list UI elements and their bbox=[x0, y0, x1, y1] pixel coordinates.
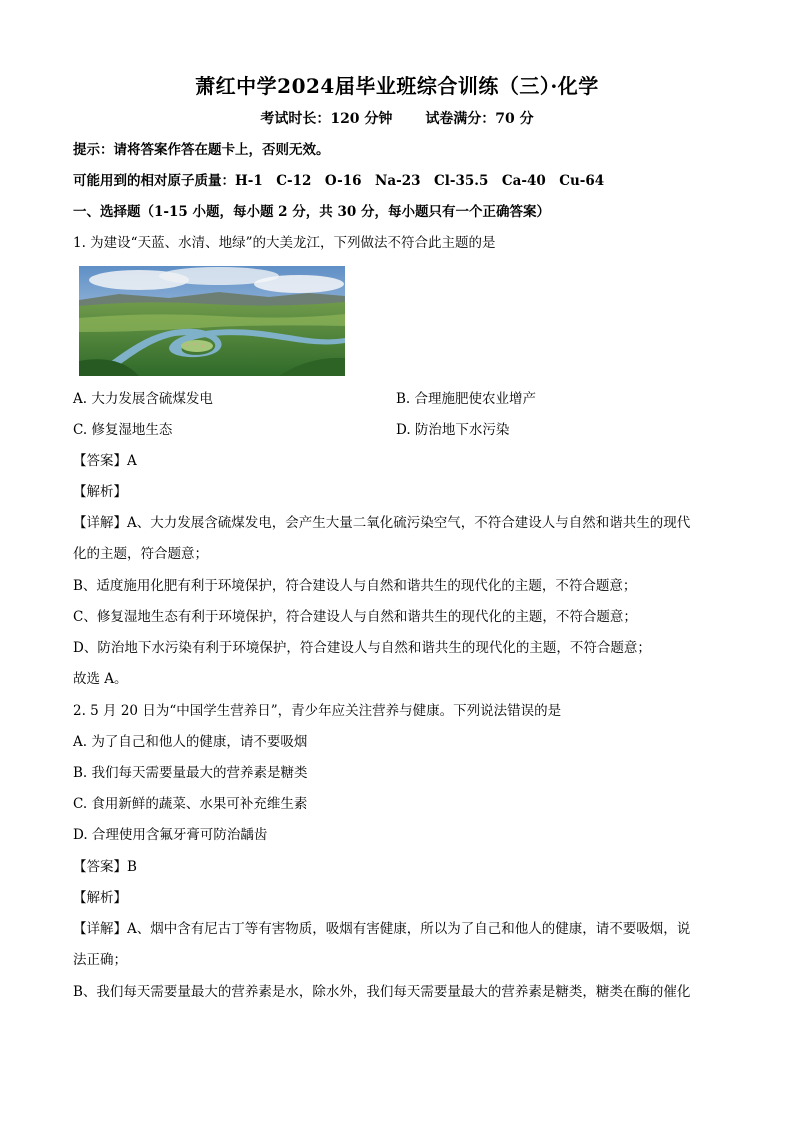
exam-meta bbox=[0, 108, 794, 128]
q2-option-d: D. 合理使用含氟牙膏可防治龋齿 bbox=[73, 827, 268, 843]
notice: 提示：请将答案作答在题卡上，否则无效。 bbox=[73, 142, 330, 158]
atomic-mass-list: 可能用到的相对原子质量：H-1 C-12 O-16 Na-23 Cl-35.5 Ca-40 Cu-64 bbox=[73, 173, 605, 189]
q1-detail-c: C、修复湿地生态有利于环境保护，符合建设人与自然和谐共生的现代化的主题，不符合题意； bbox=[73, 609, 637, 625]
exam-title: 萧红中学2024届毕业班综合训练（三）·化学 bbox=[195, 74, 599, 98]
section-title: 一、选择题（1-15 小题，每小题 2 分，共 30 分，每小题只有一个正确答案） bbox=[73, 204, 550, 220]
river-landscape-photo bbox=[79, 266, 345, 376]
q1-option-a: A. 大力发展含硫煤发电 bbox=[73, 391, 213, 407]
q1-detail-b: B、适度施用化肥有利于环境保护，符合建设人与自然和谐共生的现代化的主题，不符合题意； bbox=[73, 578, 637, 594]
q2-answer: 【答案】B bbox=[73, 859, 137, 875]
q1-detail-line-2: 化的主题，符合题意； bbox=[73, 546, 208, 562]
q2-option-b: B. 我们每天需要量最大的营养素是糖类 bbox=[73, 765, 308, 781]
q2-detail-line-1: 【详解】A、烟中含有尼古丁等有害物质，吸烟有害健康，所以为了自己和他人的健康，请不要吸烟，说 bbox=[73, 921, 691, 937]
q2-stem: 2. 5 月 20 日为“中国学生营养日”，青少年应关注营养与健康。下列说法错误的是 bbox=[73, 703, 562, 719]
q1-option-d: D. 防治地下水污染 bbox=[396, 422, 510, 438]
q1-option-b: B. 合理施肥使农业增产 bbox=[396, 391, 537, 407]
landscape-image bbox=[79, 266, 345, 376]
q2-option-a: A. 为了自己和他人的健康，请不要吸烟 bbox=[73, 734, 308, 750]
full-score: 试卷满分：70 分 bbox=[425, 111, 534, 127]
q1-detail-d: D、防治地下水污染有利于环境保护，符合建设人与自然和谐共生的现代化的主题，不符合题意； bbox=[73, 640, 651, 656]
q1-analysis-label: 【解析】 bbox=[73, 484, 127, 500]
q2-analysis-label: 【解析】 bbox=[73, 890, 127, 906]
q1-conclusion: 故选 A。 bbox=[73, 671, 128, 687]
q1-detail-line-1: 【详解】A、大力发展含硫煤发电，会产生大量二氧化硫污染空气，不符合建设人与自然和谐共生的现代 bbox=[73, 515, 691, 531]
q1-answer: 【答案】A bbox=[73, 453, 137, 469]
q1-stem: 1. 为建设“天蓝、水清、地绿”的大美龙江，下列做法不符合此主题的是 bbox=[73, 235, 496, 251]
q1-option-c: C. 修复湿地生态 bbox=[73, 422, 173, 438]
q2-detail-b: B、我们每天需要量最大的营养素是水，除水外，我们每天需要量最大的营养素是糖类，糖类在酶的催化 bbox=[73, 984, 691, 1000]
q2-detail-line-2: 法正确； bbox=[73, 952, 127, 968]
exam-time: 考试时长：120 分钟 bbox=[260, 111, 393, 127]
q2-option-c: C. 食用新鲜的蔬菜、水果可补充维生素 bbox=[73, 796, 308, 812]
